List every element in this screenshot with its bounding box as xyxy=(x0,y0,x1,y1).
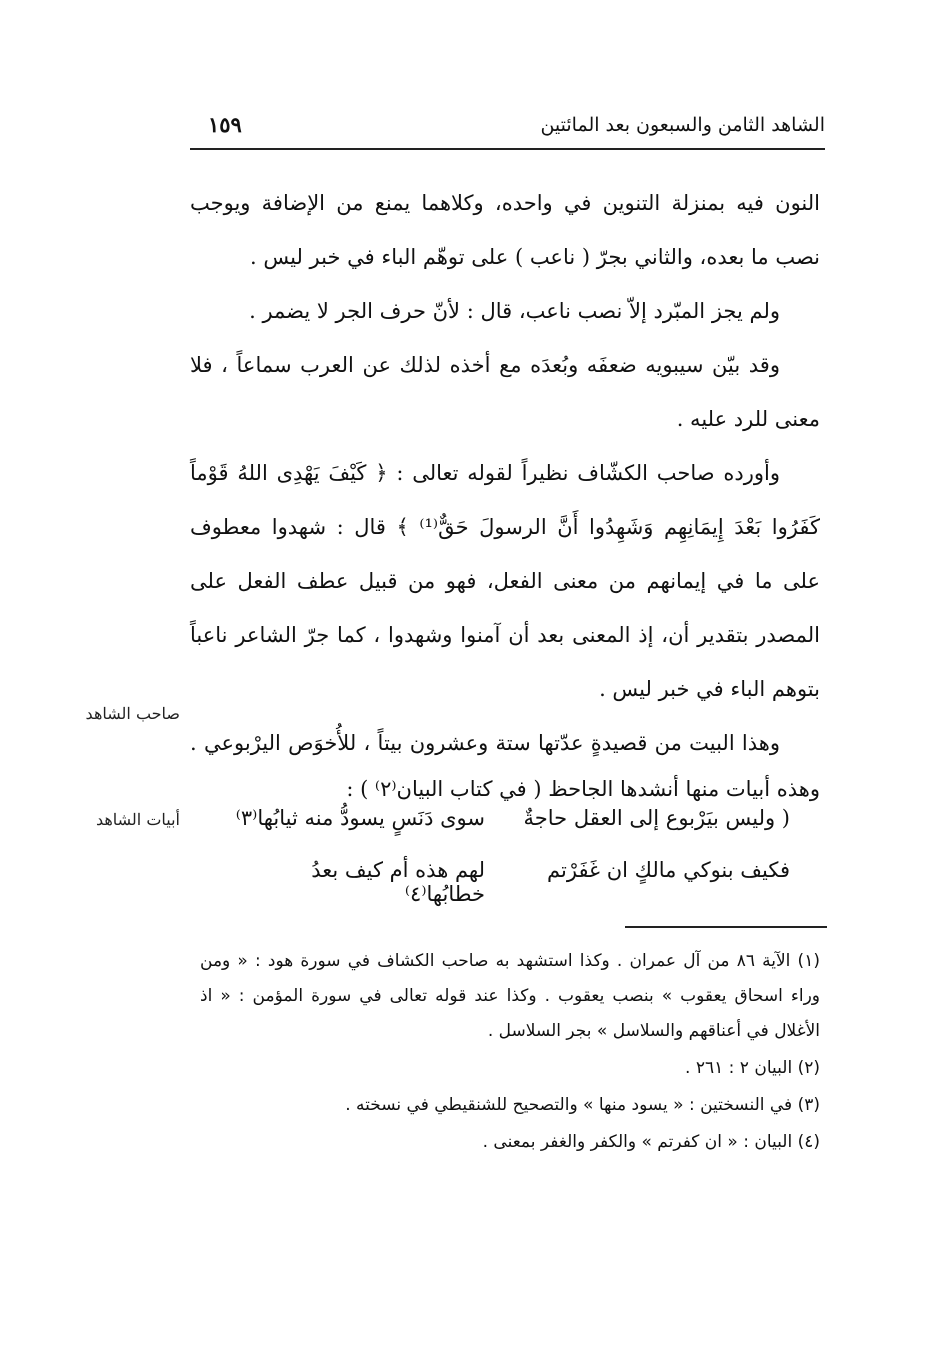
poem xyxy=(230,806,790,910)
page-number: ١٥٩ xyxy=(208,112,242,137)
paragraph-5: وهذا البيت من قصيدةٍ عدّتها ستة وعشرون بيتاً ، للأُخوَص اليرْبوعي . وهذه أبيات منها أنشدها الجاحظ ( في كتاب البيان⁽٢⁾ ) : xyxy=(190,731,820,801)
header-rule xyxy=(190,148,825,150)
footnote-3: (٣) في النسختين : « يسود منها » والتصحيح للشنقيطي في نسخته . xyxy=(345,1095,820,1115)
footnote-2: (٢) البيان ٢ : ٢٦١ . xyxy=(685,1058,820,1078)
footnote-rule xyxy=(625,926,827,928)
verse-2-second-hemistich: لهم هذه أم كيف بعدُ خطابُها⁽٤⁾ xyxy=(311,858,485,906)
verse-2 xyxy=(230,858,790,910)
footnotes xyxy=(200,944,820,1162)
paragraph-3: وقد بيّن سيبويه ضعفَه وبُعدَه مع أخذه لذلك عن العرب سماعاً ، فلا معنى للرد عليه . xyxy=(190,353,820,431)
page-header xyxy=(190,110,825,146)
paragraph-1: النون فيه بمنزلة التنوين في واحده، وكلاهما يمنع من الإضافة ويوجب نصب ما بعده، والثاني بجرّ ( ناعب ) على توهّم الباء في خبر ليس . xyxy=(190,191,820,269)
margin-note-author: صاحب الشاهد xyxy=(85,704,180,723)
running-title: الشاهد الثامن والسبعون بعد المائتين xyxy=(540,114,825,136)
verse-1 xyxy=(230,806,790,858)
verse-1-first-hemistich: ( وليس بيَرْبوع إلى العقل حاجةٌ xyxy=(523,806,790,830)
main-text xyxy=(190,176,820,812)
paragraph-2: ولم يجز المبّرد إلاّ نصب ناعب، قال : لأنّ حرف الجر لا يضمر . xyxy=(249,299,780,323)
footnote-4: (٤) البيان : « ان كفرتم » والكفر والغفر بمعنى . xyxy=(482,1132,820,1152)
verse-1-second-hemistich: سوى دَنَسٍ يسودُّ منه ثيابُها⁽٣⁾ xyxy=(235,806,485,830)
footnote-1: (١) الآية ٨٦ من آل عمران . وكذا استشهد به صاحب الكشاف في سورة هود : « ومن وراء اسحاق يعقوب » بنصب يعقوب . وكذا عند قوله تعالى في سورة المؤمن : « اذ الأغلال في أعناقهم والسلاسل » بجر السلاسل . xyxy=(200,951,820,1041)
verse-2-first-hemistich: فكيف بنوكي مالكٍ ان غَفَرْتم xyxy=(547,858,790,882)
paragraph-4: وأورده صاحب الكشّاف نظيراً لقوله تعالى : ﴿ كَيْفَ يَهْدِى اللهُ قَوْماً كَفَرُوا بَعْدَ إِيمَانِهِم وَشَهِدُوا أَنَّ الرسولَ حَقٌّ⁽¹⁾ ﴾ قال : شهدوا معطوف على ما في إيمانهم من معنى الفعل، فهو من قبيل عطف الفعل على المصدر بتقدير أن، إذ المعنى بعد أن آمنوا وشهدوا ، كما جرّ الشاعر ناعباً بتوهم الباء في خبر ليس . xyxy=(190,461,820,701)
margin-note-verses: أبيات الشاهد xyxy=(95,810,180,829)
